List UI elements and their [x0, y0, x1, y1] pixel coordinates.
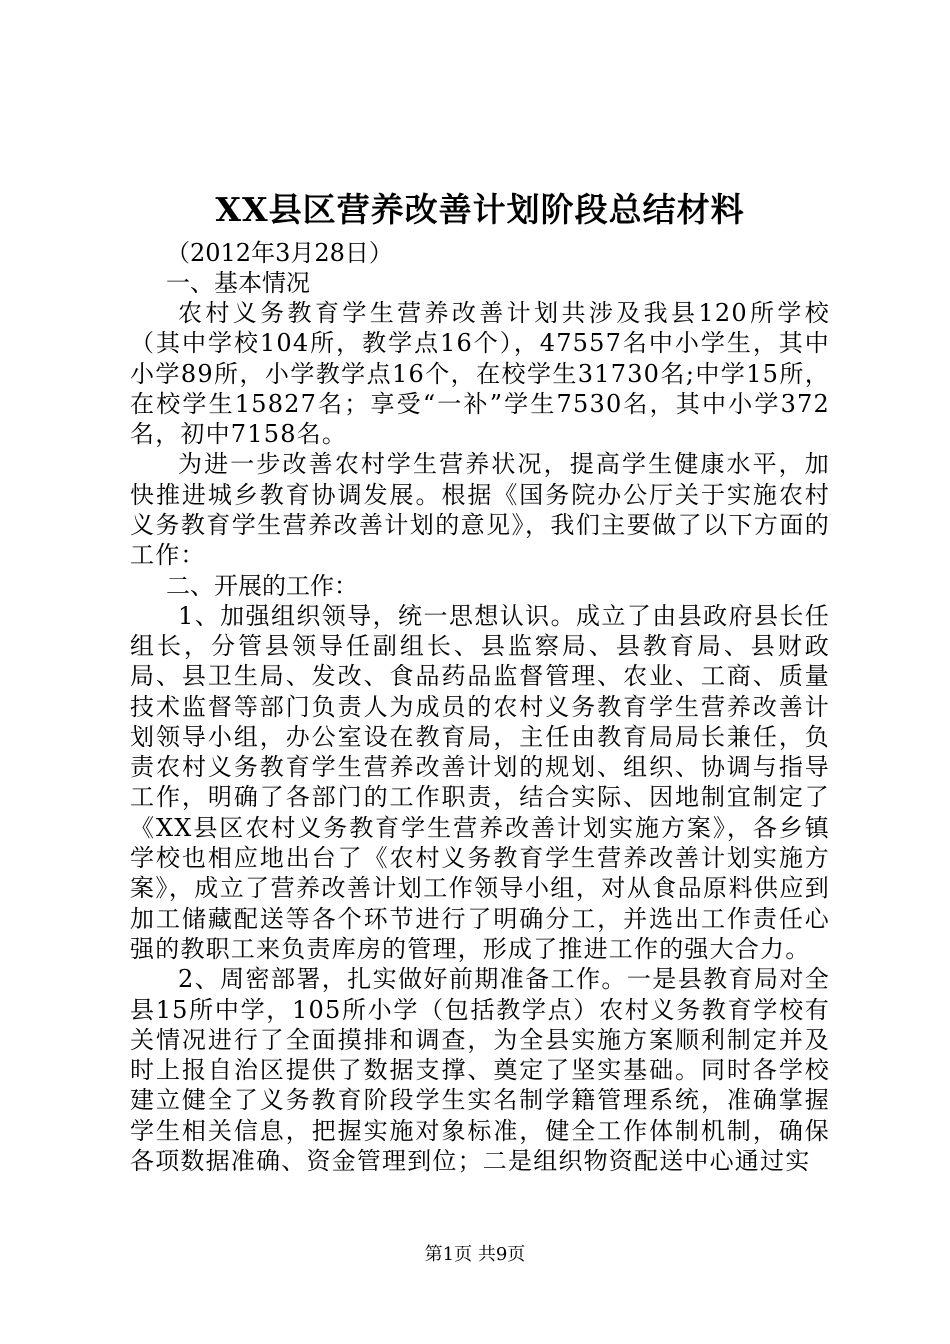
document-title: XX县区营养改善计划阶段总结材料 [215, 190, 745, 229]
document-body [130, 188, 830, 1176]
page-number-footer: 第1页 共9页 [424, 1244, 526, 1265]
document-date: （2012年3月28日） [166, 239, 393, 267]
paragraph: 为进一步改善农村学生营养状况，提高学生健康水平，加快推进城乡教育协调发展。根据《国务院办公厅关于实施农村义务教育学生营养改善计划的意见》，我们主要做了以下方面的工作： [130, 450, 830, 570]
paragraph: 1、加强组织领导，统一思想认识。成立了由县政府县长任组长，分管县领导任副组长、县监察局、县教育局、县财政局、县卫生局、发改、食品药品监督管理、农业、工商、质量技术监督等部门负责人为成员的农村义务教育学生营养改善计划领导小组，办公室设在教育局，主任由教育局局长兼任，负责农村义务教育学生营养改善计划的规划、组织、协调与指导工作，明确了各部门的工作职责，结合实际、因地制宜制定了《XX县区农村义务教育学生营养改善计划实施方案》，各乡镇学校也相应地出台了《农村义务教育学生营养改善计划实施方案》，成立了营养改善计划工作领导小组，对从食品原料供应到加工储藏配送等各个环节进行了明确分工，并选出工作责任心强的教职工来负责库房的管理，形成了推进工作的强大合力。 [130, 601, 830, 963]
section-heading-basic-info: 一、基本情况 [166, 269, 310, 297]
paragraph: 农村义务教育学生营养改善计划共涉及我县120所学校（其中学校104所，教学点16个），47557名中小学生，其中小学89所，小学教学点16个，在校学生31730名;中学15所，在校学生15827名；享受“一补”学生7530名，其中小学372名，初中7158名。 [130, 299, 830, 449]
paragraph: 2、周密部署，扎实做好前期准备工作。一是县教育局对全县15所中学，105所小学（包括教学点）农村义务教育学校有关情况进行了全面摸排和调查，为全县实施方案顺利制定并及时上报自治区提供了数据支撑、奠定了坚实基础。同时各学校建立健全了义务教育阶段学生实名制学籍管理系统，准确掌握学生相关信息，把握实施对象标准，健全工作体制机制，确保各项数据准确、资金管理到位；二是组织物资配送中心通过实 [130, 965, 830, 1176]
section-heading-work-done: 二、开展的工作： [166, 571, 358, 600]
